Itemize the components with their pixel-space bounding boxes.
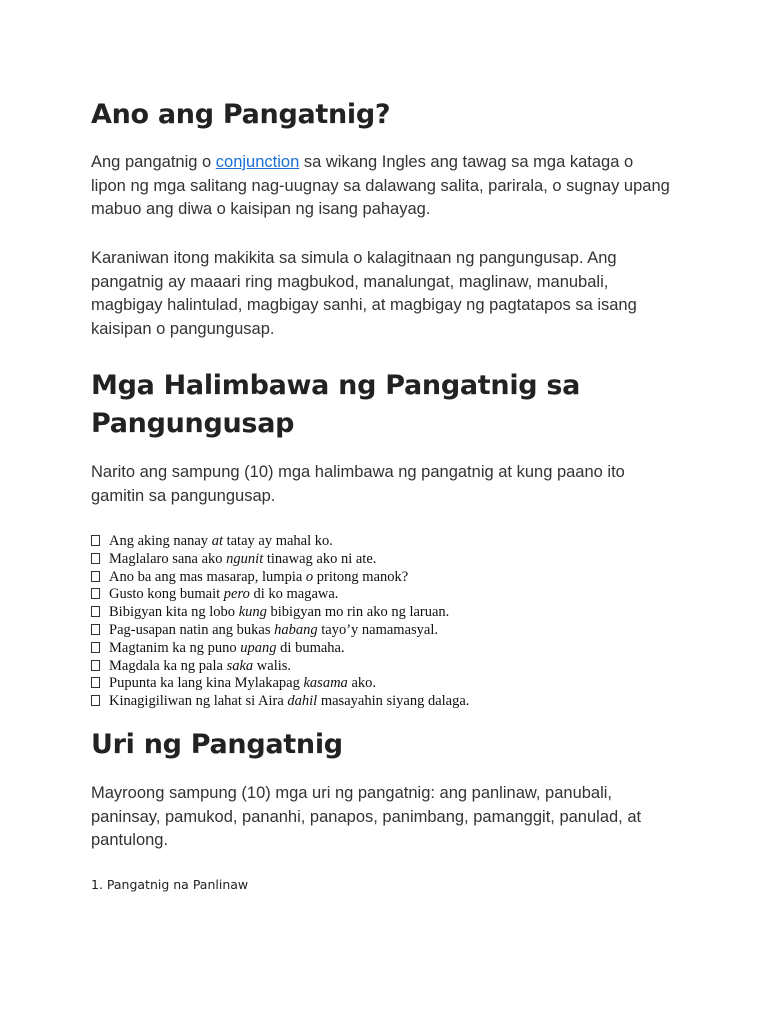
conjunction-word: habang bbox=[274, 621, 318, 638]
conjunction-word: dahil bbox=[287, 693, 318, 710]
square-bullet-icon bbox=[91, 677, 100, 688]
conjunction-link[interactable]: conjunction bbox=[215, 153, 300, 171]
example-text: di ko magawa. bbox=[249, 586, 339, 603]
conjunction-word: kasama bbox=[303, 675, 348, 692]
page-title: Ano ang Pangatnig? bbox=[91, 99, 391, 130]
conjunction-word: pero bbox=[223, 586, 250, 603]
conjunction-word: ngunit bbox=[226, 550, 264, 567]
example-text: ako. bbox=[347, 675, 376, 692]
square-bullet-icon bbox=[91, 695, 100, 706]
conjunction-word: o bbox=[305, 568, 314, 585]
example-text: Pupunta ka lang kina Mylakapag bbox=[109, 675, 304, 692]
conjunction-word: saka bbox=[226, 657, 254, 674]
example-text: masayahin siyang dalaga. bbox=[317, 693, 470, 710]
example-text: bibigyan mo rin ako ng laruan. bbox=[266, 604, 450, 621]
example-text: walis. bbox=[253, 657, 292, 674]
example-item bbox=[91, 533, 469, 551]
square-bullet-icon bbox=[91, 642, 100, 653]
square-bullet-icon bbox=[91, 606, 100, 617]
example-text: Magdala ka ng pala bbox=[109, 657, 227, 674]
types-heading: Uri ng Pangatnig bbox=[91, 729, 343, 760]
example-text: Bibigyan kita ng lobo bbox=[109, 604, 239, 621]
definition-text-start: Ang pangatnig o bbox=[91, 153, 216, 171]
conjunction-word: upang bbox=[240, 639, 277, 656]
example-text: Ano ba ang mas masarap, lumpia bbox=[109, 568, 306, 585]
example-item bbox=[91, 551, 469, 569]
examples-list bbox=[91, 533, 469, 711]
example-text: tayo’y namamasyal. bbox=[317, 621, 438, 638]
conjunction-word: at bbox=[211, 533, 223, 549]
example-item bbox=[91, 569, 469, 587]
square-bullet-icon bbox=[91, 535, 100, 546]
example-text: Ang aking nanay bbox=[109, 533, 212, 549]
example-text: tatay ay mahal ko. bbox=[222, 533, 333, 549]
definition-paragraph bbox=[91, 151, 671, 222]
usage-paragraph: Karaniwan itong makikita sa simula o kalagitnaan ng pangungusap. Ang pangatnig ay maaari ring magbukod, manalungat, maglinaw, manubali, magbigay halintulad, magbigay sanhi, at magbigay ng pagtatapos sa isang kaisipan o pangungusap. bbox=[91, 249, 637, 338]
example-text: pritong manok? bbox=[313, 568, 409, 585]
example-item bbox=[91, 622, 469, 640]
example-item bbox=[91, 640, 469, 658]
example-item bbox=[91, 658, 469, 676]
square-bullet-icon bbox=[91, 624, 100, 635]
example-item bbox=[91, 604, 469, 622]
example-item bbox=[91, 675, 469, 693]
example-text: Kinagigiliwan ng lahat si Aira bbox=[109, 693, 288, 710]
examples-intro: Narito ang sampung (10) mga halimbawa ng pangatnig at kung paano ito gamitin sa pangungusap. bbox=[91, 463, 625, 505]
square-bullet-icon bbox=[91, 660, 100, 671]
example-text: Pag-usapan natin ang bukas bbox=[109, 621, 275, 638]
conjunction-word: kung bbox=[238, 604, 267, 621]
example-text: Magtanim ka ng puno bbox=[109, 639, 241, 656]
types-intro: Mayroong sampung (10) mga uri ng pangatnig: ang panlinaw, panubali, paninsay, pamukod, pananhi, panapos, panimbang, pamanggit, panulad, at pantulong. bbox=[91, 784, 642, 849]
example-text: di bumaha. bbox=[276, 639, 345, 656]
examples-heading: Mga Halimbawa ng Pangatnig sa Pangungusap bbox=[91, 370, 581, 439]
definition-text-end: sa wikang Ingles ang tawag sa mga kataga o lipon ng mga salitang nag-uugnay sa dalawang salita, parirala, o sugnay upang mabuo ang diwa o kaisipan ng isang pahayag. bbox=[91, 153, 670, 218]
example-item bbox=[91, 693, 469, 711]
square-bullet-icon bbox=[91, 553, 100, 564]
example-text: Maglalaro sana ako bbox=[109, 550, 227, 567]
example-item bbox=[91, 586, 469, 604]
square-bullet-icon bbox=[91, 571, 100, 582]
example-text: tinawag ako ni ate. bbox=[263, 550, 377, 567]
subheading-panlinaw: 1. Pangatnig na Panlinaw bbox=[91, 877, 249, 892]
example-text: Gusto kong bumait bbox=[109, 586, 224, 603]
square-bullet-icon bbox=[91, 588, 100, 599]
